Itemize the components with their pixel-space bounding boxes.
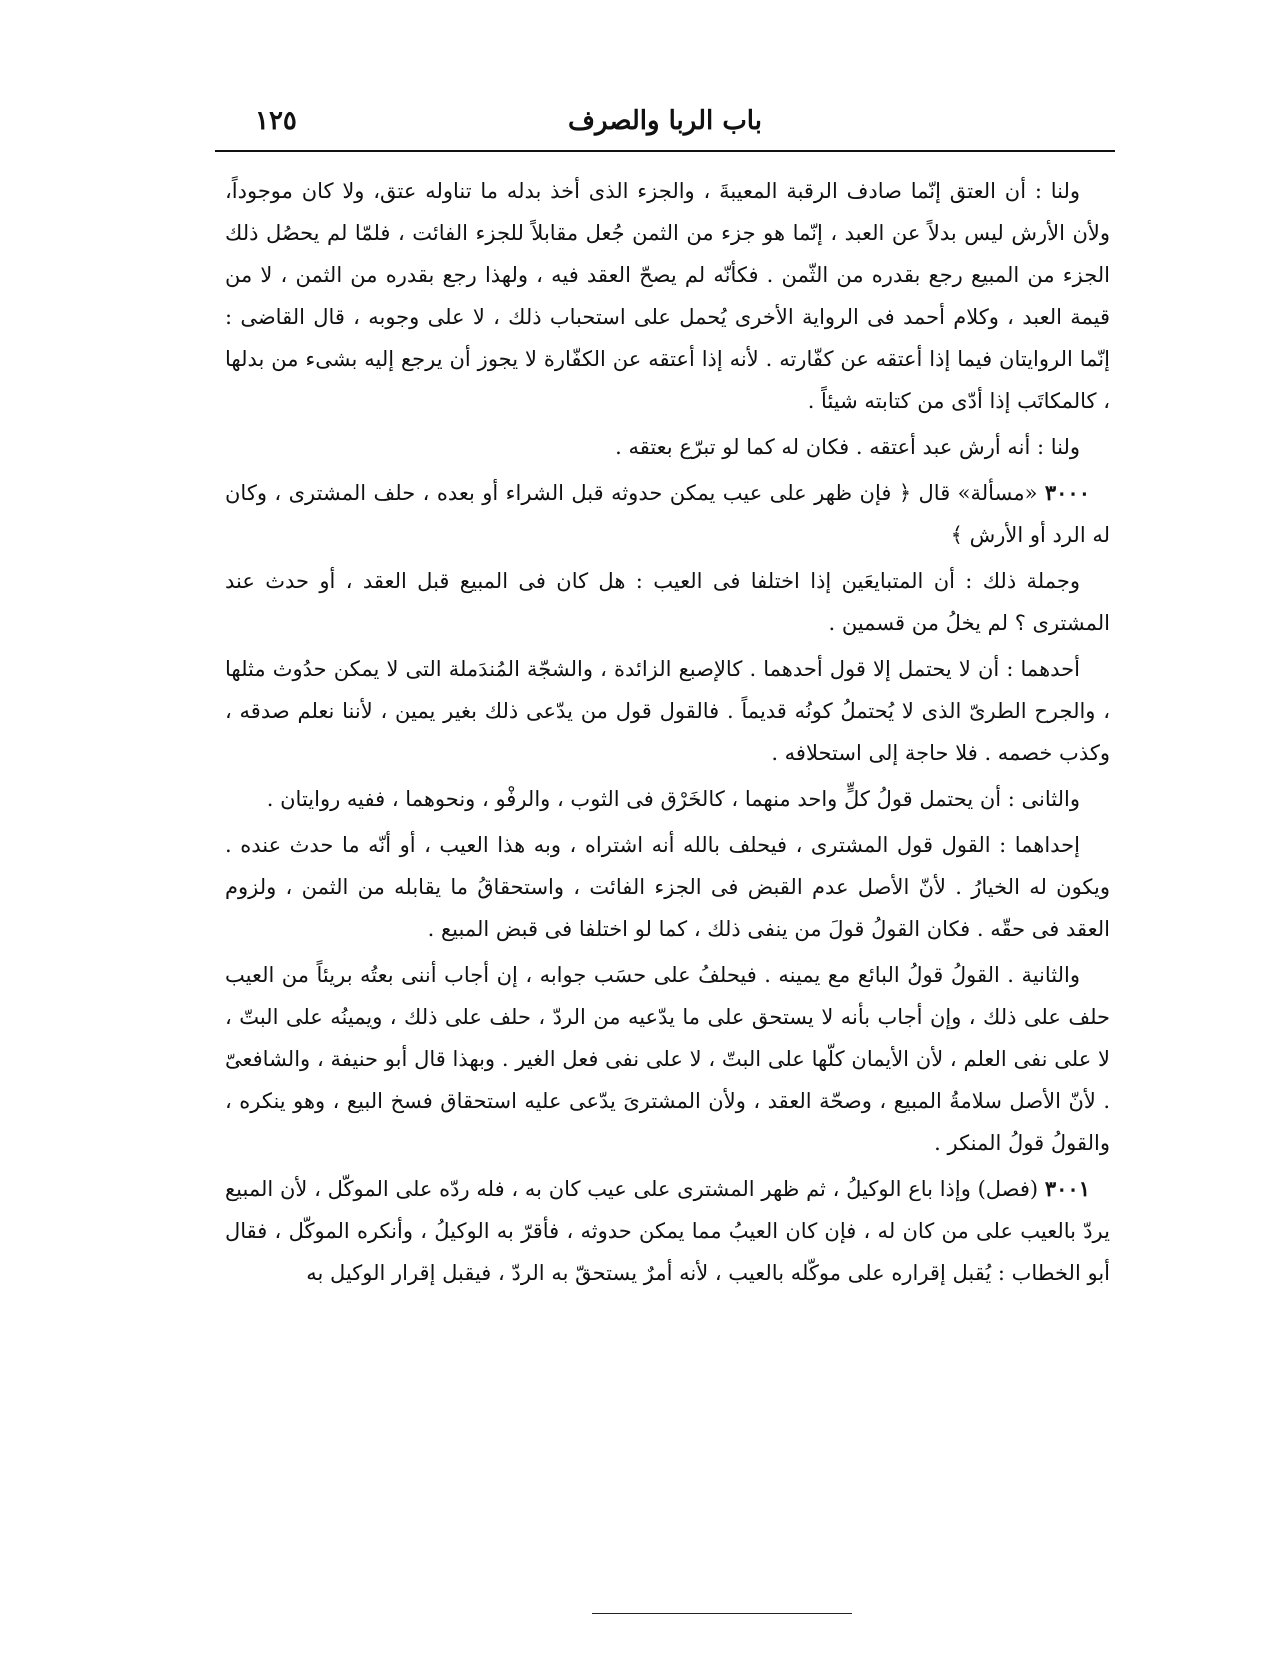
- footer-divider: [592, 1613, 852, 1614]
- numbered-paragraph: [225, 1168, 1110, 1294]
- paragraph: وجملة ذلك : أن المتبايعَين إذا اختلفا فى العيب : هل كان فى المبيع قبل العقد ، أو حدث عند المشترى ؟ لم يخلُ من قسمين .: [225, 569, 1110, 635]
- issue-number: ٣٠٠١: [1044, 1176, 1090, 1201]
- page-header: [215, 100, 1115, 140]
- page-number: ١٢٥: [255, 106, 297, 136]
- paragraph: إحداهما : القول قول المشترى ، فيحلف بالله أنه اشتراه ، وبه هذا العيب ، أو أنّه ما حدث عنده . ويكون له الخيارُ . لأنّ الأصل عدم القبض فى الجزء الفائت ، واستحقاقُ ما يقابله من الثمن ، ولزوم العقد فى حقّه . فكان القولُ قولَ من ينفى ذلك ، كما لو اختلفا فى قبض المبيع .: [225, 833, 1110, 941]
- header-divider: [215, 150, 1115, 152]
- paragraph: ولنا : أن العتق إنّما صادف الرقبة المعيبةَ ، والجزء الذى أخذ بدله ما تناوله عتق، ولا كان موجوداً، ولأن الأرش ليس بدلاً عن العبد ، إنّما هو جزء من الثمن جُعل مقابلاً للجزء الفائت ، فلمّا لم يحصُل ذلك الجزء من المبيع رجع بقدره من الثّمن . فكأنّه لم يصحّ العقد فيه ، ولهذا رجع بقدره من الثمن ، لا من قيمة العبد ، وكلام أحمد فى الرواية الأخرى يُحمل على استحباب ذلك ، لا على وجوبه ، قال القاضى : إنّما الروايتان فيما إذا أعتقه عن كفّارته . لأنه إذا أعتقه عن الكفّارة لا يجوز أن يرجع إليه بشىء من بدلها ، كالمكاتَب إذا أدّى من كتابته شيئاً .: [225, 179, 1110, 413]
- numbered-paragraph: [225, 472, 1110, 556]
- paragraph-text: «مسألة» قال ﴿ فإن ظهر على عيب يمكن حدوثه قبل الشراء أو بعده ، حلف المشترى ، وكان له الرد أو الأرش ﴾: [225, 481, 1110, 547]
- paragraph: ولنا : أنه أرش عبد أعتقه . فكان له كما لو تبرّع بعتقه .: [615, 435, 1080, 459]
- paragraph: أحدهما : أن لا يحتمل إلا قول أحدهما . كالإصبع الزائدة ، والشجّة المُندَملة التى لا يمكن حدُوث مثلها ، والجرح الطرىّ الذى لا يُحتملُ كونُه قديماً . فالقول قول من يدّعى ذلك بغير يمين ، لأننا نعلم صدقه ، وكذب خصمه . فلا حاجة إلى استحلافه .: [225, 657, 1110, 765]
- chapter-title: باب الربا والصرف: [568, 106, 762, 136]
- paragraph: والثانية . القولُ قولُ البائع مع يمينه . فيحلفُ على حسَب جوابه ، إن أجاب أننى بعتُه بريئاً من العيب حلف على ذلك ، وإن أجاب بأنه لا يستحق على ما يدّعيه من الردّ ، حلف على ذلك ، ويمينُه على البتّ ، لا على نفى العلم ، لأن الأيمان كلّها على البتّ ، لا على نفى فعل الغير . وبهذا قال أبو حنيفة ، والشافعىّ . لأنّ الأصل سلامةُ المبيع ، وصحّة العقد ، ولأن المشترىَ يدّعى عليه استحقاق فسخ البيع ، وهو ينكره ، والقولُ قولُ المنكر .: [225, 963, 1110, 1155]
- paragraph-text: (فصل) وإذا باع الوكيلُ ، ثم ظهر المشترى على عيب كان به ، فله ردّه على الموكّل ، لأن المبيع يردّ بالعيب على من كان له ، فإن كان العيبُ مما يمكن حدوثه ، فأقرّ به الوكيلُ ، وأنكره الموكّل ، فقال أبو الخطاب : يُقبل إقراره على موكّله بالعيب ، لأنه أمرٌ يستحقّ به الردّ ، فيقبل إقرار الوكيل به: [225, 1177, 1110, 1285]
- body-text: [225, 170, 1110, 1600]
- paragraph: والثانى : أن يحتمل قولُ كلٍّ واحد منهما ، كالخَرْق فى الثوب ، والرفْو ، ونحوهما ، ففيه روايتان .: [266, 787, 1080, 811]
- issue-number: ٣٠٠٠: [1044, 480, 1090, 505]
